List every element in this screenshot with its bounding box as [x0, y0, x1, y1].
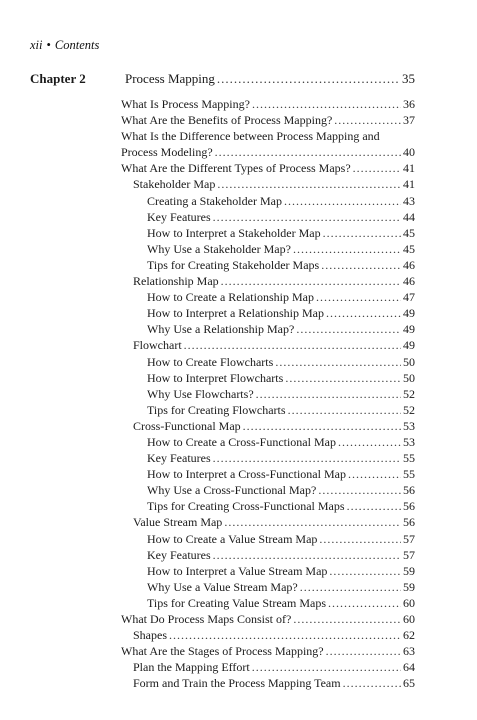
dot-leader	[252, 659, 401, 675]
toc-entry-title: Form and Train the Process Mapping Team	[133, 676, 341, 691]
toc-entry-title: Key Features	[147, 451, 211, 466]
toc-entry-title: Tips for Creating Flowcharts	[147, 402, 286, 417]
toc-entry-title: Key Features	[147, 209, 211, 224]
toc-entry-title: Why Use Flowcharts?	[147, 386, 254, 401]
toc-entry[interactable]	[0, 273, 415, 289]
toc-entry-title: How to Interpret a Value Stream Map	[147, 563, 328, 578]
toc-entry[interactable]	[0, 176, 415, 192]
chapter-title: Process Mapping	[125, 71, 215, 86]
toc-entry-title: How to Interpret a Stakeholder Map	[147, 225, 321, 240]
dot-leader	[319, 531, 401, 547]
dot-leader	[293, 611, 401, 627]
toc-entry-title: Value Stream Map	[133, 515, 223, 530]
toc-entry-title: How to Interpret Flowcharts	[147, 370, 284, 385]
toc-entry-page-number: 57	[403, 531, 415, 546]
toc-entry-page-number: 46	[403, 257, 415, 272]
dot-leader	[221, 273, 401, 289]
toc-entry[interactable]	[0, 305, 415, 321]
toc-entry[interactable]	[0, 595, 415, 611]
toc-entry[interactable]	[0, 450, 415, 466]
dot-leader	[353, 160, 401, 176]
toc-entry[interactable]	[0, 337, 415, 353]
dot-leader	[343, 675, 401, 691]
toc-entry-page-number: 47	[403, 290, 415, 305]
toc-entry-page-number: 49	[403, 306, 415, 321]
toc-entry[interactable]	[0, 434, 415, 450]
toc-entry[interactable]	[0, 128, 415, 144]
toc-entry-page-number: 36	[403, 97, 415, 111]
toc-entry[interactable]	[0, 643, 415, 659]
dot-leader	[338, 434, 401, 450]
toc-entry-title: Key Features	[147, 547, 211, 562]
dot-leader	[296, 321, 401, 337]
toc-entry[interactable]	[0, 466, 415, 482]
toc-entry[interactable]	[0, 160, 415, 176]
dot-leader	[326, 305, 401, 321]
chapter-entry[interactable]	[30, 71, 415, 87]
toc-entry-page-number: 50	[403, 370, 415, 385]
toc-entry-page-number: 41	[403, 161, 415, 176]
header-bullet: •	[46, 38, 51, 52]
toc-entry[interactable]	[0, 209, 415, 225]
toc-entry-page-number: 44	[403, 209, 415, 224]
toc-entry-title: How to Create Flowcharts	[147, 354, 274, 369]
chapter-page-number: 35	[402, 71, 415, 86]
toc-entry-page-number: 56	[403, 483, 415, 498]
dot-leader	[323, 225, 401, 241]
dot-leader	[243, 418, 401, 434]
toc-entry[interactable]	[0, 611, 415, 627]
toc-entry[interactable]	[0, 370, 415, 386]
toc-entry[interactable]	[0, 675, 415, 691]
toc-entry-page-number: 57	[403, 547, 415, 562]
toc-entry[interactable]	[0, 402, 415, 418]
toc-entry-title: Relationship Map	[133, 274, 219, 289]
toc-entry-title: How to Create a Relationship Map	[147, 290, 314, 305]
toc-entry[interactable]	[0, 563, 415, 579]
toc-entry[interactable]	[0, 659, 415, 675]
dot-leader	[300, 579, 401, 595]
toc-entry-title: Why Use a Cross-Functional Map?	[147, 483, 317, 498]
toc-entry-page-number: 64	[403, 660, 415, 675]
toc-entry-title: What Is Process Mapping?	[121, 97, 250, 111]
toc-entry[interactable]	[0, 547, 415, 563]
dot-leader	[334, 112, 401, 128]
toc-entry-page-number: 55	[403, 467, 415, 482]
toc-entry-page-number: 62	[403, 628, 415, 643]
toc-entry-title: Creating a Stakeholder Map	[147, 193, 282, 208]
toc-entry[interactable]	[0, 96, 415, 112]
toc-entry-page-number: 45	[403, 241, 415, 256]
dot-leader	[321, 257, 401, 273]
toc-entry-title: How to Interpret a Cross-Functional Map	[147, 467, 346, 482]
dot-leader	[285, 370, 401, 386]
toc-entry[interactable]	[0, 514, 415, 530]
toc-entry-page-number: 55	[403, 451, 415, 466]
toc-entry[interactable]	[0, 482, 415, 498]
dot-leader	[316, 289, 401, 305]
dot-leader	[284, 193, 401, 209]
toc-entry-page-number: 65	[403, 676, 415, 691]
toc-entry-title: What Are the Benefits of Process Mapping?	[121, 113, 333, 128]
dot-leader	[213, 547, 401, 563]
toc-entry[interactable]	[0, 498, 415, 514]
toc-entry-page-number: 53	[403, 434, 415, 449]
toc-entry-page-number: 37	[403, 113, 415, 128]
toc-entry-title: How to Interpret a Relationship Map	[147, 306, 324, 321]
toc-entry[interactable]	[0, 241, 415, 257]
toc-entry-page-number: 60	[403, 612, 415, 626]
toc-entry-title: What Do Process Maps Consist of?	[121, 612, 292, 626]
dot-leader	[326, 643, 401, 659]
dot-leader	[252, 96, 401, 112]
dot-leader	[217, 176, 401, 192]
toc-entry-page-number: 59	[403, 579, 415, 594]
header-page-number: xii	[30, 38, 43, 52]
toc-entry[interactable]	[0, 531, 415, 547]
toc-entry-page-number: 43	[403, 193, 415, 208]
toc-entry[interactable]	[0, 289, 415, 305]
dot-leader	[288, 402, 401, 418]
toc-entry-title: Shapes	[133, 628, 167, 643]
toc-entry-title: Flowchart	[133, 338, 182, 353]
toc-entry-page-number: 49	[403, 322, 415, 337]
toc-entry-title: What Are the Stages of Process Mapping?	[121, 644, 324, 659]
toc-entry-page-number: 45	[403, 225, 415, 240]
toc-entry-title: Plan the Mapping Effort	[133, 660, 250, 675]
toc-entry-page-number: 56	[403, 499, 415, 514]
chapter-label: Chapter 2	[30, 71, 86, 86]
dot-leader	[347, 498, 401, 514]
toc-entry-page-number: 50	[403, 354, 415, 369]
toc-entry-title: How to Create a Cross-Functional Map	[147, 434, 336, 449]
dot-leader	[184, 337, 401, 353]
dot-leader	[293, 241, 401, 257]
toc-entry-title: How to Create a Value Stream Map	[147, 531, 318, 546]
toc-entry[interactable]	[0, 579, 415, 595]
toc-entry-list	[0, 96, 415, 691]
toc-entry[interactable]	[0, 627, 415, 643]
toc-entry-title: What Are the Different Types of Process Maps?	[121, 161, 351, 176]
toc-entry-title: Why Use a Value Stream Map?	[147, 579, 298, 594]
toc-entry[interactable]	[0, 257, 415, 273]
toc-entry-title: Stakeholder Map	[133, 177, 216, 192]
toc-entry[interactable]	[0, 225, 415, 241]
toc-entry-page-number: 52	[403, 402, 415, 417]
toc-entry-page-number: 60	[403, 595, 415, 610]
toc-entry-page-number: 46	[403, 274, 415, 289]
toc-entry-page-number: 41	[403, 177, 415, 192]
dot-leader	[217, 71, 400, 87]
toc-entry[interactable]	[0, 144, 415, 160]
toc-entry-page-number: 63	[403, 644, 415, 659]
toc-entry[interactable]	[0, 386, 415, 402]
toc-entry-page-number: 59	[403, 563, 415, 578]
running-header	[30, 38, 99, 53]
toc-entry-page-number: 53	[403, 418, 415, 433]
toc-entry-title: Process Modeling?	[121, 145, 213, 160]
dot-leader	[329, 563, 401, 579]
toc-entry-page-number: 40	[403, 145, 415, 160]
dot-leader	[213, 209, 401, 225]
toc-entry-title: Why Use a Relationship Map?	[147, 322, 295, 337]
dot-leader	[224, 514, 401, 530]
toc-entry-title: Tips for Creating Value Stream Maps	[147, 595, 326, 610]
toc-entry[interactable]	[0, 193, 415, 209]
toc-entry-title: Tips for Creating Cross-Functional Maps	[147, 499, 345, 514]
header-section-title: Contents	[54, 38, 100, 52]
toc-entry[interactable]	[0, 418, 415, 434]
dot-leader	[169, 627, 401, 643]
toc-entry-title: What Is the Difference between Process Mapping and	[121, 129, 380, 144]
dot-leader	[213, 450, 401, 466]
dot-leader	[328, 595, 401, 611]
toc-entry-title: Tips for Creating Stakeholder Maps	[147, 257, 320, 272]
toc-entry-title: Cross-Functional Map	[133, 418, 241, 433]
toc-entry[interactable]	[0, 354, 415, 370]
toc-entry[interactable]	[0, 112, 415, 128]
toc-entry-title: Why Use a Stakeholder Map?	[147, 241, 291, 256]
dot-leader	[348, 466, 401, 482]
toc-entry-page-number: 56	[403, 515, 415, 530]
toc-entry-page-number: 49	[403, 338, 415, 353]
dot-leader	[318, 482, 401, 498]
dot-leader	[256, 386, 401, 402]
dot-leader	[215, 144, 401, 160]
dot-leader	[275, 354, 401, 370]
toc-entry[interactable]	[0, 321, 415, 337]
toc-entry-page-number: 52	[403, 386, 415, 401]
